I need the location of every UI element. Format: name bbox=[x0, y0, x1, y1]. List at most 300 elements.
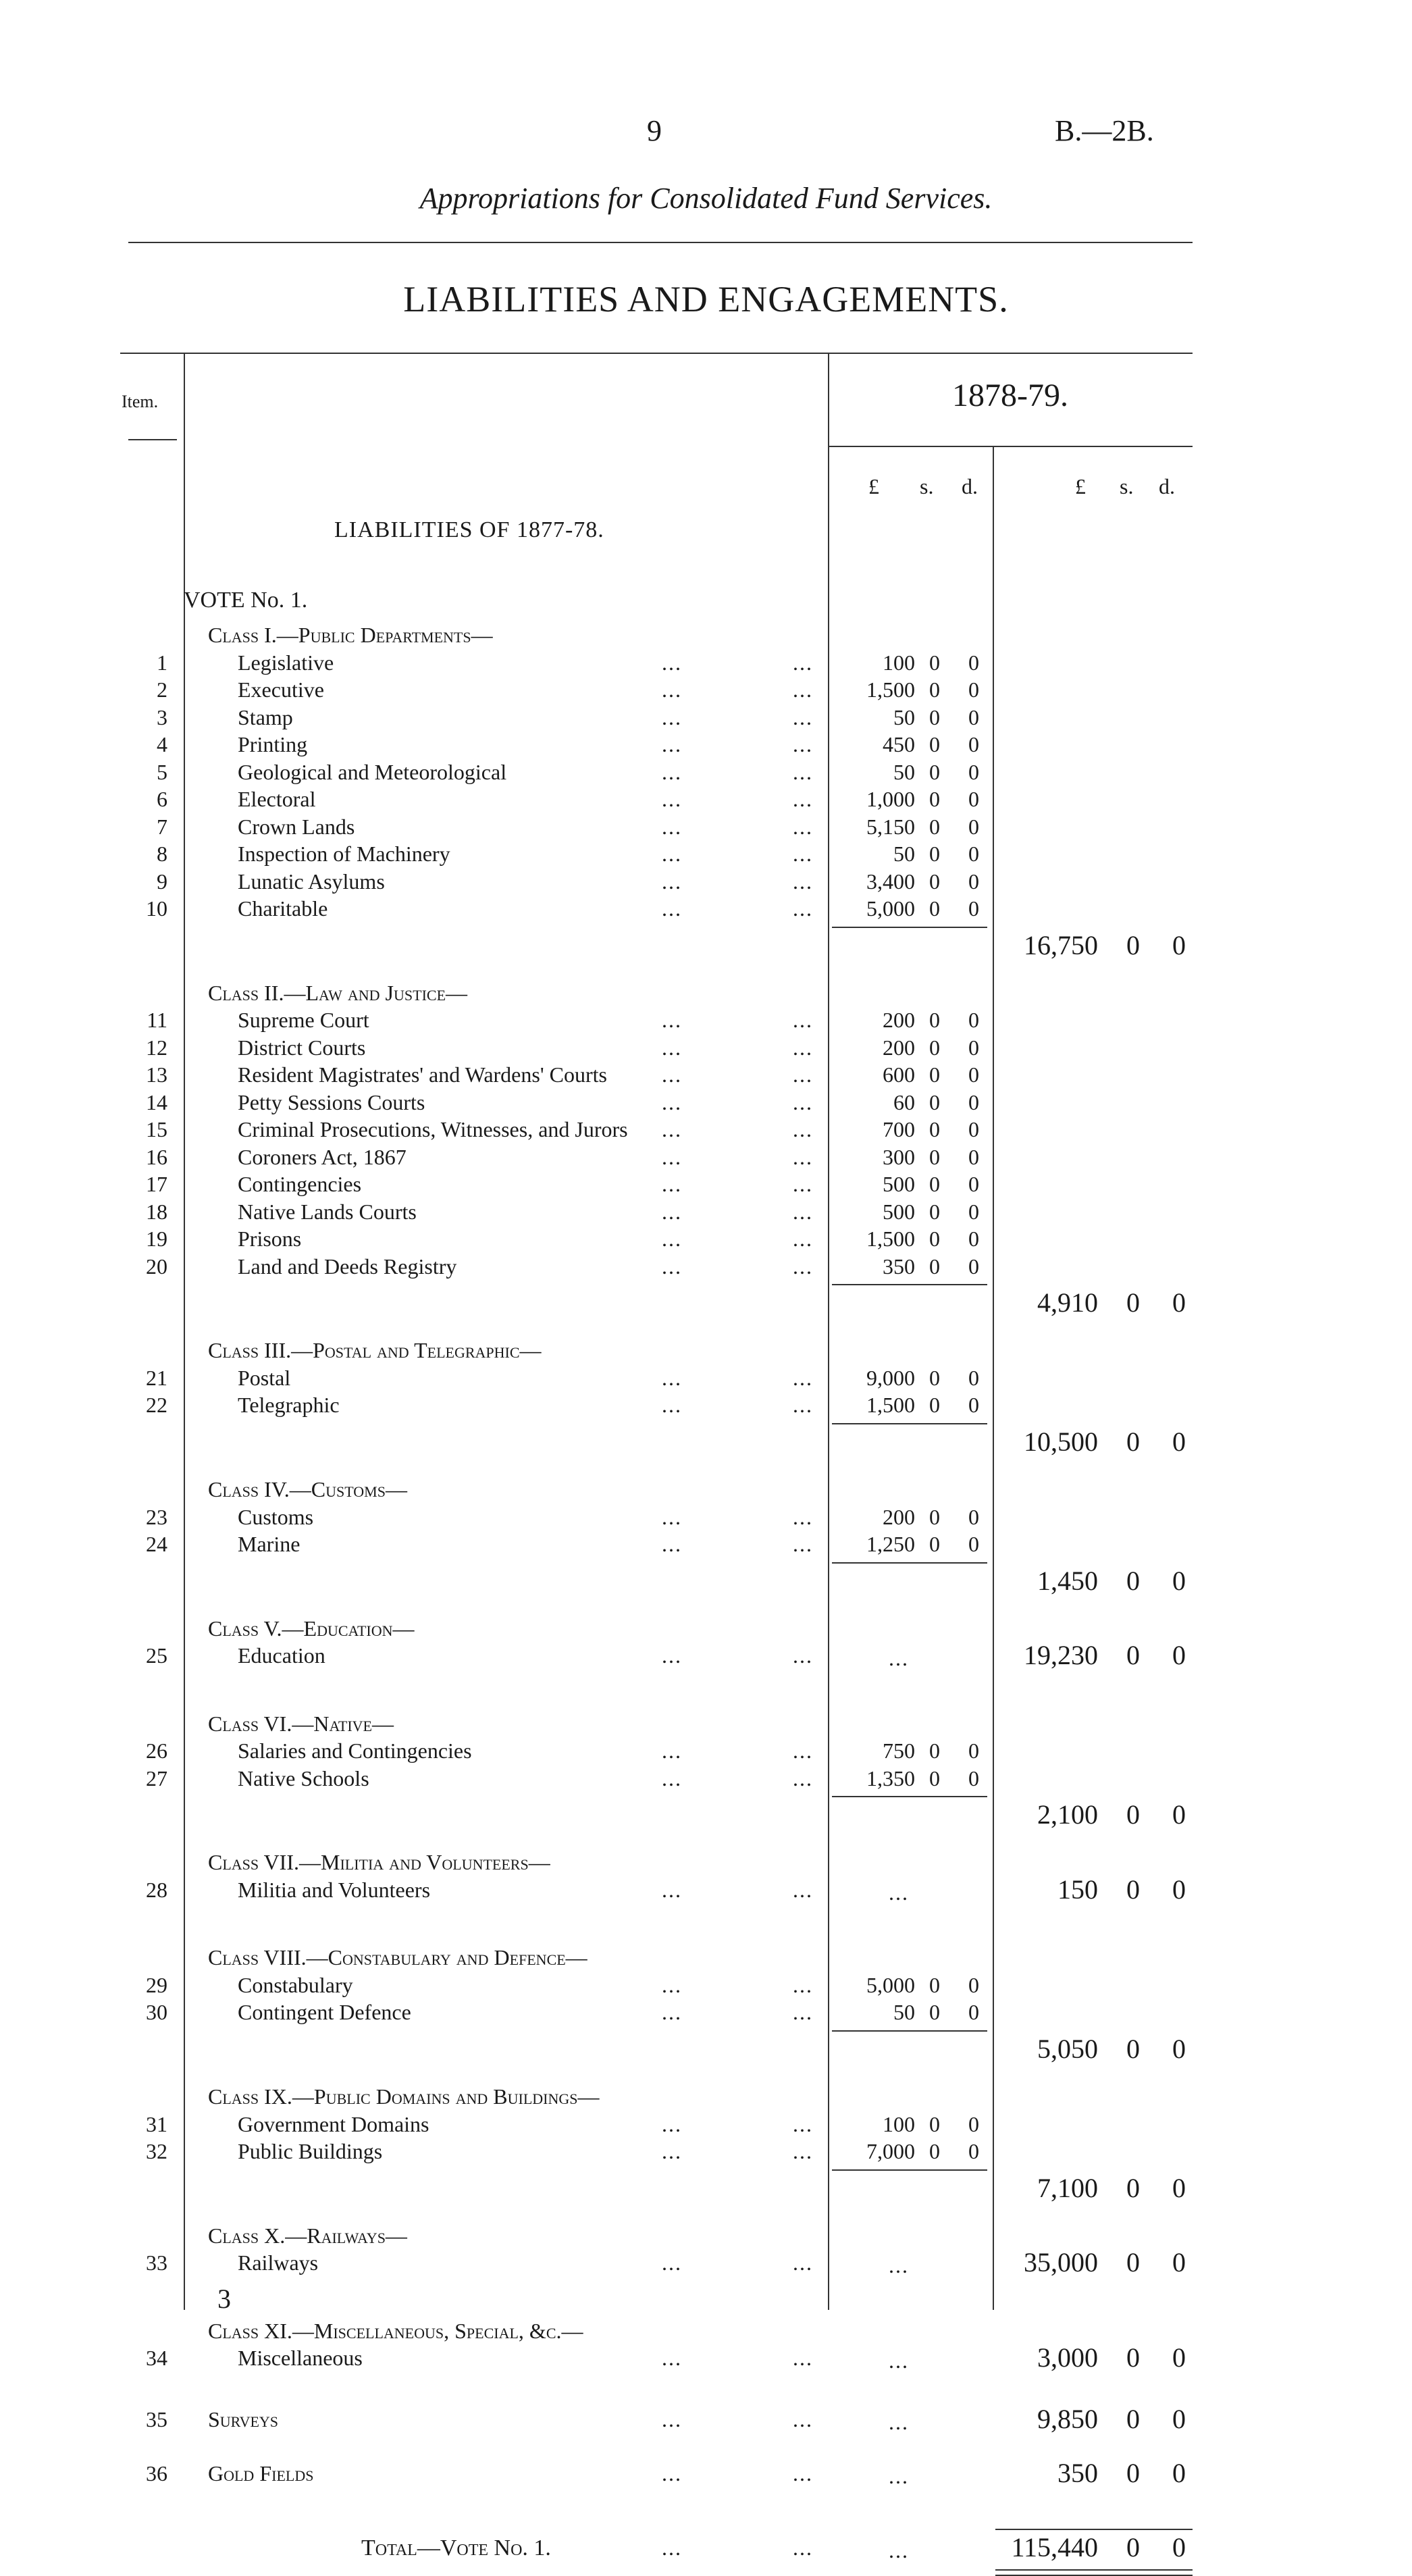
class-total-pounds: 10,500 bbox=[1024, 1426, 1098, 1457]
dot-leader: ... bbox=[793, 704, 813, 729]
pence-value: 0 bbox=[968, 1035, 979, 1060]
blank-amount: ... bbox=[889, 1646, 909, 1671]
item-description: Railways bbox=[238, 2250, 319, 2275]
class-total-pence: 0 bbox=[1172, 1565, 1186, 1596]
dot-leader: ... bbox=[793, 1035, 813, 1060]
shillings-value: 0 bbox=[929, 1365, 940, 1390]
pence-value: 0 bbox=[968, 2139, 979, 2163]
dot-leader: ... bbox=[793, 2250, 813, 2275]
shillings-value: 0 bbox=[929, 787, 940, 811]
item-number: 34 bbox=[146, 2346, 167, 2371]
dot-leader: ... bbox=[662, 1643, 682, 1668]
item-header-rule bbox=[128, 439, 177, 440]
shilling-total-header: s. bbox=[1120, 474, 1134, 498]
header-rule bbox=[128, 242, 1193, 243]
shillings-value: 0 bbox=[929, 2139, 940, 2163]
shillings-value: 0 bbox=[929, 1117, 940, 1142]
item-description: Contingent Defence bbox=[238, 2000, 411, 2025]
dot-leader: ... bbox=[793, 677, 813, 702]
dot-leader: ... bbox=[662, 2406, 682, 2431]
item-description: Constabulary bbox=[238, 1972, 353, 1997]
class-total-shillings: 0 bbox=[1126, 1640, 1140, 1671]
dot-leader: ... bbox=[662, 1877, 682, 1902]
subtotal-rule bbox=[832, 1284, 987, 1285]
shillings-value: 0 bbox=[929, 732, 940, 756]
dot-leader: ... bbox=[662, 2139, 682, 2163]
dot-leader: ... bbox=[793, 1062, 813, 1087]
class-total-pence: 0 bbox=[1172, 2033, 1186, 2064]
pounds-value: 5,000 bbox=[866, 896, 915, 921]
dot-leader: ... bbox=[793, 896, 813, 921]
class-total-pounds: 3,000 bbox=[1037, 2342, 1098, 2373]
pence-total-header: d. bbox=[1159, 474, 1175, 498]
class-total-pence: 0 bbox=[1172, 2342, 1186, 2373]
class-total-pounds: 9,850 bbox=[1037, 2403, 1098, 2434]
dot-leader: ... bbox=[793, 2535, 813, 2560]
item-description: Customs bbox=[238, 1504, 314, 1529]
item-number: 6 bbox=[157, 787, 167, 811]
pounds-value: 100 bbox=[883, 650, 915, 675]
dot-leader: ... bbox=[793, 1365, 813, 1390]
item-description: Supreme Court bbox=[238, 1008, 369, 1033]
shillings-value: 0 bbox=[929, 1172, 940, 1197]
item-description: Resident Magistrates' and Wardens' Courts bbox=[238, 1062, 607, 1087]
dot-leader: ... bbox=[662, 1365, 682, 1390]
pounds-value: 700 bbox=[883, 1117, 915, 1142]
pounds-value: 50 bbox=[893, 704, 915, 729]
pound-total-header: £ bbox=[1075, 474, 1086, 498]
dot-leader: ... bbox=[662, 1227, 682, 1252]
pounds-value: 500 bbox=[883, 1172, 915, 1197]
item-description: Telegraphic bbox=[238, 1393, 340, 1418]
item-description: Native Lands Courts bbox=[238, 1199, 417, 1224]
item-description: Miscellaneous bbox=[238, 2346, 363, 2371]
class-total-pounds: 35,000 bbox=[1024, 2247, 1098, 2278]
item-description: Marine bbox=[238, 1532, 300, 1557]
item-description: Militia and Volunteers bbox=[238, 1877, 431, 1902]
class-total-pounds: 150 bbox=[1057, 1874, 1098, 1905]
subtotal-rule bbox=[832, 2030, 987, 2032]
item-description: Lunatic Asylums bbox=[238, 869, 385, 894]
item-number: 15 bbox=[146, 1117, 167, 1142]
item-description: Surveys bbox=[208, 2406, 279, 2431]
class-total-pounds: 19,230 bbox=[1024, 1640, 1098, 1671]
pounds-value: 350 bbox=[883, 1254, 915, 1279]
item-description: Native Schools bbox=[238, 1766, 369, 1791]
class-total-shillings: 0 bbox=[1126, 1874, 1140, 1905]
item-number: 26 bbox=[146, 1738, 167, 1763]
class-total-pounds: 7,100 bbox=[1037, 2172, 1098, 2203]
vote-heading: VOTE No. 1. bbox=[184, 588, 308, 613]
class-total-pence: 0 bbox=[1172, 2403, 1186, 2434]
shillings-value: 0 bbox=[929, 1035, 940, 1060]
dot-leader: ... bbox=[662, 1035, 682, 1060]
item-description: Prisons bbox=[238, 1227, 302, 1252]
class-heading: Class V.—Education— bbox=[208, 1616, 415, 1641]
dot-leader: ... bbox=[793, 1393, 813, 1418]
pounds-value: 60 bbox=[893, 1089, 915, 1114]
pence-value: 0 bbox=[968, 1008, 979, 1033]
shillings-value: 0 bbox=[929, 1089, 940, 1114]
shillings-value: 0 bbox=[929, 1738, 940, 1763]
class-heading: Class I.—Public Departments— bbox=[208, 623, 493, 647]
class-total-shillings: 0 bbox=[1126, 1565, 1140, 1596]
blank-amount: ... bbox=[889, 2409, 909, 2434]
grand-total-label: Total—Vote No. 1. bbox=[361, 2535, 551, 2560]
blank-amount: ... bbox=[889, 2348, 909, 2373]
class-total-shillings: 0 bbox=[1126, 2457, 1140, 2488]
dot-leader: ... bbox=[662, 2111, 682, 2136]
dot-leader: ... bbox=[793, 2406, 813, 2431]
class-total-pence: 0 bbox=[1172, 1799, 1186, 1830]
shillings-value: 0 bbox=[929, 1254, 940, 1279]
pounds-value: 50 bbox=[893, 759, 915, 784]
item-description: Electoral bbox=[238, 787, 316, 811]
class-heading: Class IX.—Public Domains and Buildings— bbox=[208, 2084, 600, 2109]
shillings-value: 0 bbox=[929, 1393, 940, 1418]
class-total-pence: 0 bbox=[1172, 1426, 1186, 1457]
item-number: 5 bbox=[157, 759, 167, 784]
item-number: 22 bbox=[146, 1393, 167, 1418]
pence-value: 0 bbox=[968, 896, 979, 921]
dot-leader: ... bbox=[793, 1643, 813, 1668]
item-description: Contingencies bbox=[238, 1172, 362, 1197]
pounds-value: 50 bbox=[893, 2000, 915, 2025]
dot-leader: ... bbox=[662, 759, 682, 784]
dot-leader: ... bbox=[662, 869, 682, 894]
dot-leader: ... bbox=[793, 1877, 813, 1902]
class-total-shillings: 0 bbox=[1126, 2172, 1140, 2203]
item-number: 4 bbox=[157, 732, 167, 756]
pence-value: 0 bbox=[968, 1365, 979, 1390]
pence-value: 0 bbox=[968, 1172, 979, 1197]
dot-leader: ... bbox=[662, 677, 682, 702]
item-description: Inspection of Machinery bbox=[238, 842, 450, 866]
dot-leader: ... bbox=[662, 650, 682, 675]
item-number: 29 bbox=[146, 1972, 167, 1997]
item-description: Land and Deeds Registry bbox=[238, 1254, 457, 1279]
dot-leader: ... bbox=[793, 2000, 813, 2025]
pound-header: £ bbox=[868, 474, 879, 498]
item-number: 30 bbox=[146, 2000, 167, 2025]
item-number: 2 bbox=[157, 677, 167, 702]
item-number: 8 bbox=[157, 842, 167, 866]
class-total-shillings: 0 bbox=[1126, 929, 1140, 960]
class-total-pence: 0 bbox=[1172, 2172, 1186, 2203]
shillings-value: 0 bbox=[929, 1972, 940, 1997]
dot-leader: ... bbox=[793, 2139, 813, 2163]
item-description: Salaries and Contingencies bbox=[238, 1738, 472, 1763]
item-description: Geological and Meteorological bbox=[238, 759, 507, 784]
shillings-value: 0 bbox=[929, 704, 940, 729]
pence-value: 0 bbox=[968, 759, 979, 784]
pounds-value: 1,500 bbox=[866, 677, 915, 702]
class-total-pence: 0 bbox=[1172, 1874, 1186, 1905]
item-number: 31 bbox=[146, 2111, 167, 2136]
pounds-value: 100 bbox=[883, 2111, 915, 2136]
dot-leader: ... bbox=[662, 1532, 682, 1557]
blank-amount: ... bbox=[889, 2253, 909, 2278]
item-number: 27 bbox=[146, 1766, 167, 1791]
class-total-pounds: 4,910 bbox=[1037, 1287, 1098, 1318]
item-number: 3 bbox=[157, 704, 167, 729]
class-total-shillings: 0 bbox=[1126, 2033, 1140, 2064]
dot-leader: ... bbox=[793, 1738, 813, 1763]
pence-value: 0 bbox=[968, 1227, 979, 1252]
document-reference: B.—2B. bbox=[1055, 114, 1154, 147]
shillings-value: 0 bbox=[929, 759, 940, 784]
dot-leader: ... bbox=[793, 1504, 813, 1529]
amount-column-divider bbox=[828, 354, 829, 2310]
total-column-divider bbox=[993, 446, 994, 2310]
item-description: Criminal Prosecutions, Witnesses, and Jurors bbox=[238, 1117, 628, 1142]
page-subtitle: Appropriations for Consolidated Fund Services. bbox=[419, 182, 993, 215]
item-description: Legislative bbox=[238, 650, 334, 675]
pounds-value: 5,000 bbox=[866, 1972, 915, 1997]
item-number: 19 bbox=[146, 1227, 167, 1252]
dot-leader: ... bbox=[662, 1089, 682, 1114]
item-number: 18 bbox=[146, 1199, 167, 1224]
pounds-value: 1,500 bbox=[866, 1393, 915, 1418]
class-total-pence: 0 bbox=[1172, 1640, 1186, 1671]
pounds-value: 600 bbox=[883, 1062, 915, 1087]
item-description: Education bbox=[238, 1643, 325, 1668]
dot-leader: ... bbox=[662, 1062, 682, 1087]
item-description: Gold Fields bbox=[208, 2461, 314, 2485]
pence-value: 0 bbox=[968, 869, 979, 894]
item-description: Petty Sessions Courts bbox=[238, 1089, 425, 1114]
class-heading: Class VI.—Native— bbox=[208, 1711, 394, 1736]
total-double-rule-1 bbox=[995, 2569, 1193, 2571]
dot-leader: ... bbox=[793, 2111, 813, 2136]
grand-total-shillings: 0 bbox=[1126, 2531, 1140, 2562]
dot-leader: ... bbox=[662, 1144, 682, 1169]
dot-leader: ... bbox=[662, 1972, 682, 1997]
dot-leader: ... bbox=[662, 2535, 682, 2560]
dot-leader: ... bbox=[662, 1117, 682, 1142]
shillings-value: 0 bbox=[929, 1766, 940, 1791]
item-description: Government Domains bbox=[238, 2111, 429, 2136]
dot-leader: ... bbox=[793, 869, 813, 894]
dot-leader: ... bbox=[793, 842, 813, 866]
item-number: 11 bbox=[147, 1008, 167, 1033]
table-top-rule bbox=[120, 353, 1193, 354]
dot-leader: ... bbox=[793, 1254, 813, 1279]
pence-value: 0 bbox=[968, 1089, 979, 1114]
pounds-value: 200 bbox=[883, 1035, 915, 1060]
class-total-shillings: 0 bbox=[1126, 2403, 1140, 2434]
item-number: 35 bbox=[146, 2406, 167, 2431]
item-number: 36 bbox=[146, 2461, 167, 2485]
dot-leader: ... bbox=[793, 1089, 813, 1114]
class-heading: Class IV.—Customs— bbox=[208, 1477, 407, 1502]
year-column-header: 1878-79. bbox=[952, 378, 1068, 413]
class-total-pounds: 1,450 bbox=[1037, 1565, 1098, 1596]
item-description: Postal bbox=[238, 1365, 291, 1390]
class-heading: Class XI.—Miscellaneous, Special, &c.— bbox=[208, 2318, 583, 2343]
item-number: 14 bbox=[146, 1089, 167, 1114]
year-header-rule bbox=[829, 446, 1193, 447]
class-heading: Class II.—Law and Justice— bbox=[208, 980, 468, 1005]
pence-header: d. bbox=[962, 474, 978, 498]
dot-leader: ... bbox=[793, 1144, 813, 1169]
signature-mark: 3 bbox=[217, 2284, 231, 2314]
pence-value: 0 bbox=[968, 1972, 979, 1997]
dot-leader: ... bbox=[662, 2461, 682, 2485]
dot-leader: ... bbox=[793, 732, 813, 756]
dot-leader: ... bbox=[793, 759, 813, 784]
pounds-value: 1,500 bbox=[866, 1227, 915, 1252]
class-total-pence: 0 bbox=[1172, 929, 1186, 960]
class-heading: Class VIII.—Constabulary and Defence— bbox=[208, 1945, 587, 1970]
dot-leader: ... bbox=[662, 704, 682, 729]
pounds-value: 200 bbox=[883, 1008, 915, 1033]
pence-value: 0 bbox=[968, 787, 979, 811]
dot-leader: ... bbox=[662, 732, 682, 756]
dot-leader: ... bbox=[793, 2346, 813, 2371]
class-total-shillings: 0 bbox=[1126, 1799, 1140, 1830]
item-description: Executive bbox=[238, 677, 324, 702]
item-number: 10 bbox=[146, 896, 167, 921]
shillings-value: 0 bbox=[929, 814, 940, 839]
subtotal-rule bbox=[832, 1562, 987, 1564]
shillings-value: 0 bbox=[929, 1062, 940, 1087]
dot-leader: ... bbox=[793, 1532, 813, 1557]
pounds-value: 7,000 bbox=[866, 2139, 915, 2163]
item-number: 28 bbox=[146, 1877, 167, 1902]
class-total-pence: 0 bbox=[1172, 1287, 1186, 1318]
dot-leader: ... bbox=[662, 896, 682, 921]
dot-leader: ... bbox=[793, 1227, 813, 1252]
item-description: Coroners Act, 1867 bbox=[238, 1144, 407, 1169]
item-number: 13 bbox=[146, 1062, 167, 1087]
class-total-pounds: 16,750 bbox=[1024, 929, 1098, 960]
class-total-shillings: 0 bbox=[1126, 1287, 1140, 1318]
dot-leader: ... bbox=[793, 650, 813, 675]
pounds-value: 1,250 bbox=[866, 1532, 915, 1557]
pence-value: 0 bbox=[968, 1738, 979, 1763]
pence-value: 0 bbox=[968, 1062, 979, 1087]
blank-amount: ... bbox=[889, 2463, 909, 2488]
pence-value: 0 bbox=[968, 704, 979, 729]
section-heading: LIABILITIES OF 1877-78. bbox=[334, 517, 604, 542]
item-number: 16 bbox=[146, 1144, 167, 1169]
pence-value: 0 bbox=[968, 2000, 979, 2025]
shillings-value: 0 bbox=[929, 2111, 940, 2136]
pounds-value: 1,000 bbox=[866, 787, 915, 811]
dot-leader: ... bbox=[793, 814, 813, 839]
item-description: Crown Lands bbox=[238, 814, 355, 839]
pence-value: 0 bbox=[968, 842, 979, 866]
page-title: LIABILITIES AND ENGAGEMENTS. bbox=[403, 279, 1009, 319]
pence-value: 0 bbox=[968, 814, 979, 839]
item-number: 1 bbox=[157, 650, 167, 675]
class-total-shillings: 0 bbox=[1126, 2247, 1140, 2278]
pence-value: 0 bbox=[968, 1254, 979, 1279]
item-number: 21 bbox=[146, 1365, 167, 1390]
dot-leader: ... bbox=[662, 787, 682, 811]
class-total-pounds: 2,100 bbox=[1037, 1799, 1098, 1830]
grand-total-pounds: 115,440 bbox=[1011, 2531, 1098, 2562]
dot-leader: ... bbox=[793, 787, 813, 811]
item-number: 33 bbox=[146, 2250, 167, 2275]
dot-leader: ... bbox=[793, 1117, 813, 1142]
dot-leader: ... bbox=[662, 814, 682, 839]
pence-value: 0 bbox=[968, 1199, 979, 1224]
pounds-value: 750 bbox=[883, 1738, 915, 1763]
item-number: 24 bbox=[146, 1532, 167, 1557]
item-description: Printing bbox=[238, 732, 308, 756]
dot-leader: ... bbox=[662, 2250, 682, 2275]
shillings-value: 0 bbox=[929, 1144, 940, 1169]
dot-leader: ... bbox=[793, 1766, 813, 1791]
item-number: 32 bbox=[146, 2139, 167, 2163]
shillings-value: 0 bbox=[929, 842, 940, 866]
class-heading: Class X.—Railways— bbox=[208, 2223, 407, 2248]
item-number: 12 bbox=[146, 1035, 167, 1060]
pounds-value: 1,350 bbox=[866, 1766, 915, 1791]
pence-value: 0 bbox=[968, 732, 979, 756]
shillings-value: 0 bbox=[929, 2000, 940, 2025]
dot-leader: ... bbox=[662, 1199, 682, 1224]
item-number: 17 bbox=[146, 1172, 167, 1197]
total-double-rule-2 bbox=[995, 2575, 1193, 2576]
pounds-value: 300 bbox=[883, 1144, 915, 1169]
pounds-value: 3,400 bbox=[866, 869, 915, 894]
pence-value: 0 bbox=[968, 2111, 979, 2136]
item-column-divider bbox=[184, 354, 185, 2310]
dot-leader: ... bbox=[662, 1504, 682, 1529]
pounds-value: 9,000 bbox=[866, 1365, 915, 1390]
item-number: 9 bbox=[157, 869, 167, 894]
item-description: District Courts bbox=[238, 1035, 366, 1060]
grand-total-pence: 0 bbox=[1172, 2531, 1186, 2562]
item-number: 25 bbox=[146, 1643, 167, 1668]
item-number: 7 bbox=[157, 814, 167, 839]
class-total-pounds: 350 bbox=[1057, 2457, 1098, 2488]
pence-value: 0 bbox=[968, 677, 979, 702]
shillings-value: 0 bbox=[929, 896, 940, 921]
subtotal-rule bbox=[832, 1796, 987, 1797]
item-description: Charitable bbox=[238, 896, 328, 921]
dot-leader: ... bbox=[793, 1008, 813, 1033]
dot-leader: ... bbox=[662, 2000, 682, 2025]
dot-leader: ... bbox=[662, 2346, 682, 2371]
pounds-value: 500 bbox=[883, 1199, 915, 1224]
item-description: Public Buildings bbox=[238, 2139, 383, 2163]
shillings-value: 0 bbox=[929, 1008, 940, 1033]
item-number: 20 bbox=[146, 1254, 167, 1279]
class-heading: Class III.—Postal and Telegraphic— bbox=[208, 1338, 542, 1363]
subtotal-rule bbox=[832, 1423, 987, 1424]
item-column-header: Item. bbox=[122, 392, 159, 411]
dot-leader: ... bbox=[662, 842, 682, 866]
pounds-value: 50 bbox=[893, 842, 915, 866]
class-heading: Class VII.—Militia and Volunteers— bbox=[208, 1850, 550, 1875]
pence-value: 0 bbox=[968, 1144, 979, 1169]
shillings-value: 0 bbox=[929, 869, 940, 894]
pounds-value: 200 bbox=[883, 1504, 915, 1529]
dot-leader: ... bbox=[793, 1972, 813, 1997]
pence-value: 0 bbox=[968, 650, 979, 675]
pence-value: 0 bbox=[968, 1766, 979, 1791]
class-total-pounds: 5,050 bbox=[1037, 2033, 1098, 2064]
total-top-rule bbox=[995, 2529, 1193, 2530]
shillings-value: 0 bbox=[929, 1532, 940, 1557]
dot-leader: ... bbox=[793, 1199, 813, 1224]
class-total-pence: 0 bbox=[1172, 2247, 1186, 2278]
class-total-pence: 0 bbox=[1172, 2457, 1186, 2488]
